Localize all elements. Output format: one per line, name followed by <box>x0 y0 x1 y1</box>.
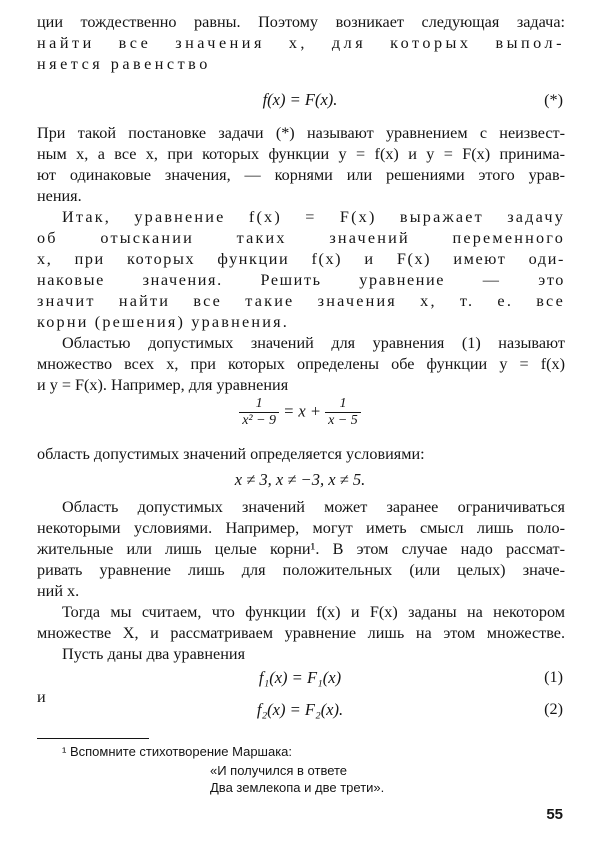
equation-middle: = x + <box>283 401 322 421</box>
text-line: и <box>37 688 46 706</box>
text-line: няется равенство <box>37 55 211 73</box>
text-line: ний x. <box>37 582 80 600</box>
text-line: При такой постановке задачи (*) называют уравнением с неизвест- <box>37 124 565 142</box>
text-line: ривать уравнение лишь для положительных (или целых) значе- <box>37 561 565 579</box>
text-line: x, при которых функции f(x) и F(x) имеют оди- <box>37 250 565 268</box>
text-line: найти все значения x, для которых выпол- <box>37 34 565 52</box>
equation-fraction <box>0 396 600 436</box>
footnote-line: «И получился в ответе <box>210 763 348 778</box>
equation-main: f(x) = F(x). <box>262 90 338 109</box>
equation-conditions: x ≠ 3, x ≠ −3, x ≠ 5. <box>234 470 366 489</box>
text-line: ют одинаковые значения, — корнями или решениями этого урав- <box>37 166 565 184</box>
text-line: некоторыми условиями. Например, могут иметь смысл лишь поло- <box>37 519 565 537</box>
text-line: ции тождественно равны. Поэтому возникает следующая задача: <box>37 13 565 31</box>
page-number: 55 <box>546 806 563 823</box>
text-line: область допустимых значений определяется условиями: <box>37 445 425 463</box>
text-line: значит найти все такие значения x, т. е. все <box>37 292 565 310</box>
text-line: Областью допустимых значений для уравнения (1) называют <box>62 334 565 352</box>
text-line: жительные или лишь целые корни¹. В этом случае надо рассмат- <box>37 540 565 558</box>
equation-label: (*) <box>544 91 563 109</box>
text-line: Тогда мы считаем, что функции f(x) и F(x) заданы на некотором <box>62 603 565 621</box>
text-line: Итак, уравнение f(x) = F(x) выражает задачу <box>62 208 565 226</box>
fraction-left: $\frac{1}{\text{x² − 9}}$ <box>239 396 279 429</box>
text-line: об отыскании таких значений переменного <box>37 229 565 247</box>
text-line: ным x, а все x, при которых функции y = f(x) и y = F(x) принима- <box>37 145 565 163</box>
fraction-right: $\frac{1}{x - 5}$ <box>325 396 361 429</box>
text-line: нения. <box>37 187 82 205</box>
footnote-rule <box>37 738 149 739</box>
text-line: Область допустимых значений может заранее ограничиваться <box>62 498 565 516</box>
equation-2: f₂(x) = F₂(x). <box>256 700 344 719</box>
equation-label: (2) <box>544 700 563 718</box>
text-line: наковые значения. Решить уравнение — это <box>37 271 565 289</box>
text-line: множестве X, и рассматриваем уравнение лишь на этом множестве. <box>37 624 565 642</box>
text-line: и y = F(x). Например, для уравнения <box>37 376 289 394</box>
text-line: корни (решения) уравнения. <box>37 313 290 331</box>
text-line: Пусть даны два уравнения <box>62 645 246 663</box>
footnote-line: Два землекопа и две трети». <box>210 780 385 795</box>
equation-label: (1) <box>544 668 563 686</box>
text-line: множество всех x, при которых определены обе функции y = f(x) <box>37 355 565 373</box>
footnote-line: ¹ Вспомните стихотворение Маршака: <box>62 744 293 759</box>
equation-1: f₁(x) = F₁(x) <box>258 668 342 687</box>
